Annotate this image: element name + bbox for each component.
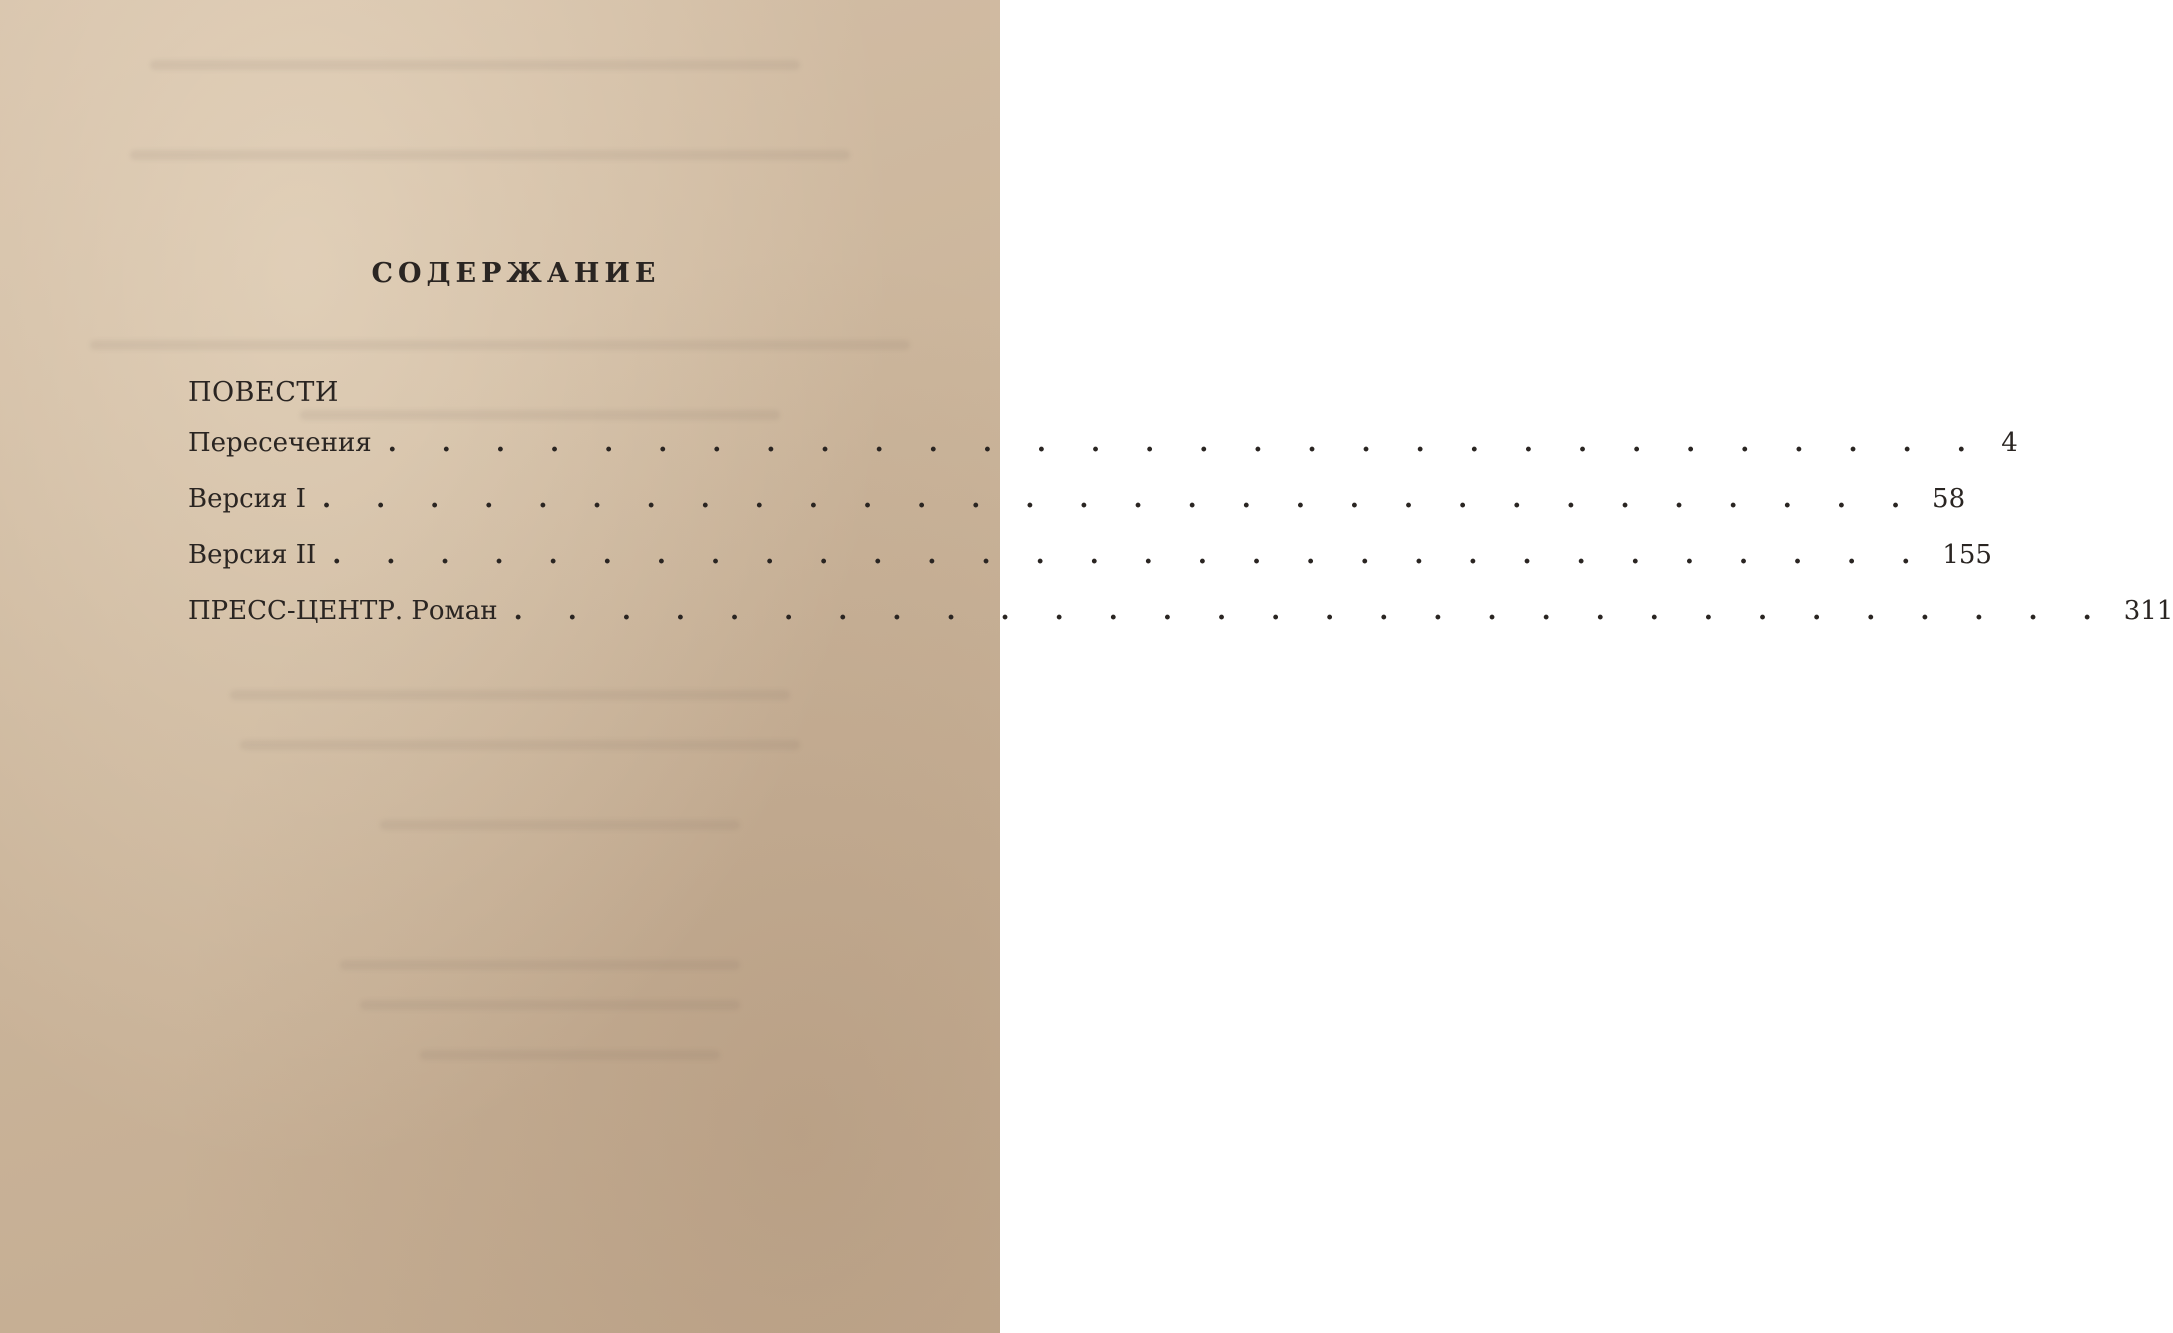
toc-entry: [188, 596, 2173, 632]
bleed-through-line: [420, 1050, 720, 1060]
bleed-through-line: [340, 960, 740, 970]
bleed-through-line: [240, 740, 800, 750]
bleed-through-line: [360, 1000, 740, 1010]
toc-section-heading: ПОВЕСТИ: [188, 377, 339, 408]
toc-entry: [188, 484, 1966, 520]
toc-entry: [188, 428, 2018, 464]
toc-entry-title: Версия II: [188, 540, 317, 570]
table-of-contents: [188, 258, 2173, 632]
toc-dot-leader: . . . . . . . . . . . . . . . . . . . . . . . . . . . . . .: [321, 484, 1919, 514]
toc-entry-page: 155: [1942, 540, 1992, 570]
toc-entry-title: Пересечения: [188, 428, 372, 458]
toc-entry-title: Версия I: [188, 484, 306, 514]
toc-entry-page: 311: [2123, 596, 2173, 626]
toc-entry-page: 4: [2001, 428, 2018, 458]
toc-dot-leader: . . . . . . . . . . . . . . . . . . . . . . . . . . . . . .: [387, 428, 1984, 458]
toc-entry-page: 58: [1932, 484, 1966, 514]
toc-entry: [188, 540, 1992, 576]
toc-entry-title: ПРЕСС-ЦЕНТР. Роман: [188, 596, 498, 626]
toc-title: СОДЕРЖАНИЕ: [371, 258, 661, 289]
bleed-through-line: [150, 60, 800, 70]
toc-dot-leader: . . . . . . . . . . . . . . . . . . . . . . . . . . . . . .: [332, 540, 1929, 570]
bleed-through-line: [130, 150, 850, 160]
toc-dot-leader: . . . . . . . . . . . . . . . . . . . . . . . . . . . . . .: [513, 596, 2110, 626]
bleed-through-line: [230, 690, 790, 700]
bleed-through-line: [380, 820, 740, 830]
